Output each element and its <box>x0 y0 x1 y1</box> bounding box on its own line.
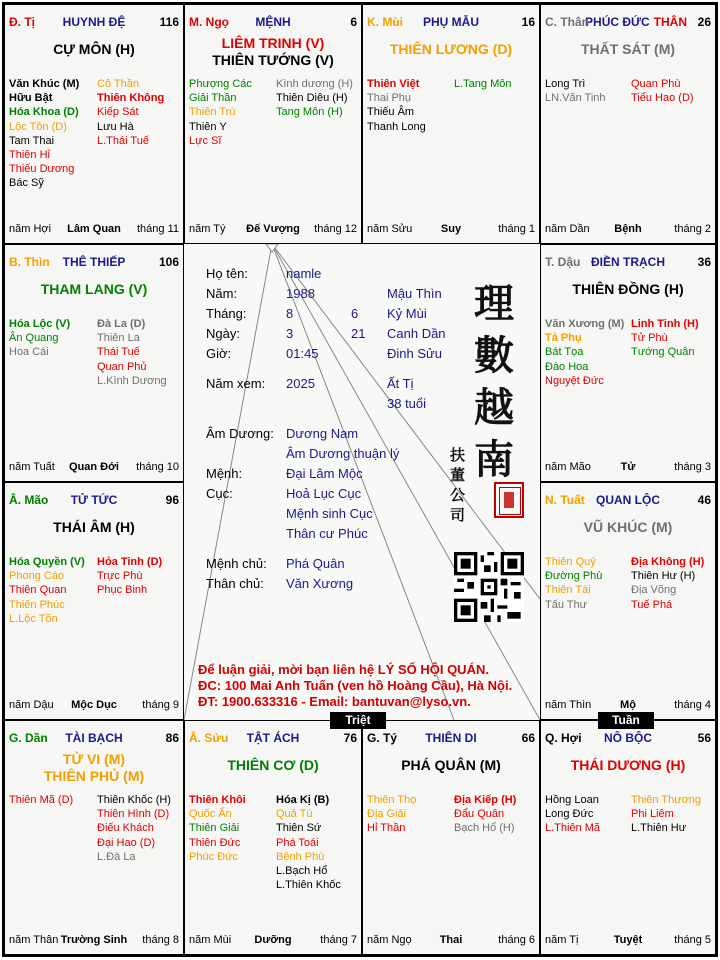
main-star: LIÊM TRINH (V) <box>221 35 325 51</box>
cell-footer <box>9 699 179 713</box>
minor-star: L.Thiên Hư <box>631 822 687 835</box>
minor-star: Lưu Hà <box>97 120 134 133</box>
cell-dan[interactable] <box>4 720 184 955</box>
footer-month: tháng 5 <box>674 934 711 946</box>
minor-star: Văn Khúc (M) <box>9 78 80 90</box>
minor-star: Tử Phù <box>631 332 668 345</box>
ngay-value: 3 <box>286 326 294 341</box>
footer-month: tháng 6 <box>498 934 535 946</box>
footer-month: tháng 1 <box>498 223 535 235</box>
minor-stars-left <box>189 793 246 864</box>
cell-header <box>367 15 535 31</box>
branch-label: K. Mùi <box>367 15 403 29</box>
minor-stars-left <box>545 317 624 388</box>
palace-name-text: PHÚC ĐỨC <box>585 15 650 29</box>
trang-sinh-stage: Dưỡng <box>254 934 292 946</box>
cell-footer <box>9 223 179 237</box>
minor-star: Thiên Mã (D) <box>9 794 74 806</box>
major-cycle-age: 96 <box>165 493 179 507</box>
minor-stars-left <box>9 555 85 626</box>
minor-star: Lộc Tồn (D) <box>9 120 67 133</box>
main-stars <box>5 281 183 298</box>
footer-month: tháng 4 <box>674 699 711 711</box>
main-stars <box>185 35 361 69</box>
footer-month: tháng 3 <box>674 461 711 473</box>
nam-label: Năm: <box>206 286 238 301</box>
nam-value: 1988 <box>286 286 315 301</box>
branch-label: B. Thìn <box>9 255 50 269</box>
minor-stars-left <box>545 555 602 612</box>
major-cycle-age: 16 <box>521 15 535 29</box>
minor-star: Thái Tuế <box>97 346 140 359</box>
minor-stars-right <box>454 77 511 91</box>
cell-header <box>9 255 179 271</box>
minor-stars-left <box>367 793 416 836</box>
trang-sinh-stage: Trường Sinh <box>60 934 128 946</box>
major-cycle-age: 36 <box>697 255 711 269</box>
minor-star: Văn Xương (M) <box>545 318 625 330</box>
minor-star: Bạch Hổ (H) <box>454 822 515 835</box>
minor-star: Bệnh Phù <box>276 850 325 863</box>
main-stars <box>363 757 539 774</box>
menh-value: Đại Lâm Mộc <box>286 466 363 481</box>
minor-star: Đường Phù <box>545 570 603 583</box>
main-star: THIÊN CƠ (D) <box>227 757 319 773</box>
cell-header <box>545 15 711 31</box>
center-panel <box>184 244 540 720</box>
minor-star: Thiên Hình (D) <box>97 808 170 821</box>
branch-label: M. Ngọ <box>189 15 229 29</box>
minor-star: Tam Thai <box>9 134 55 147</box>
minor-stars-left <box>9 317 70 360</box>
footer-year: năm Tý <box>189 223 226 235</box>
minor-star: Quả Tú <box>276 808 313 821</box>
minor-star: Phục Binh <box>97 584 148 597</box>
palace-name-text: TẬT ÁCH <box>246 731 300 745</box>
minor-star: Hóa Quyền (V) <box>9 556 85 568</box>
minor-star: Thiên Tài <box>545 584 591 597</box>
major-cycle-age: 66 <box>521 731 535 745</box>
minor-stars-left <box>9 793 73 807</box>
cell-header <box>367 731 535 747</box>
minor-star: Điếu Khách <box>97 822 154 835</box>
trang-sinh-stage: Thai <box>439 934 463 946</box>
minor-star: Phúc Đức <box>189 850 238 863</box>
than-chu-label: Thân chủ: <box>206 576 264 591</box>
footer-year: năm Sửu <box>367 223 413 235</box>
branch-label: T. Dậu <box>545 255 581 269</box>
than-chu-value: Văn Xương <box>286 576 354 591</box>
branch-label: C. Thân <box>545 15 589 29</box>
footer-month: tháng 9 <box>142 699 179 711</box>
minor-star: Ân Quang <box>9 332 59 345</box>
branch-label: N. Tuất <box>545 493 585 507</box>
minor-star: Hồng Loan <box>545 794 599 806</box>
tuoi-value: 38 tuổi <box>387 396 427 411</box>
cell-ngo[interactable] <box>184 4 362 244</box>
trang-sinh-stage: Tử <box>620 461 636 473</box>
minor-stars-right <box>631 317 699 360</box>
cell-thin[interactable] <box>4 244 184 482</box>
footer-year: năm Tị <box>545 934 579 946</box>
footer-month: tháng 2 <box>674 223 711 235</box>
minor-star: Long Đức <box>545 808 594 821</box>
minor-star: Kình dương (H) <box>276 78 353 90</box>
main-stars <box>541 519 715 536</box>
palace-name-text: ĐIỀN TRẠCH <box>591 255 665 269</box>
minor-star: Đại Hao (D) <box>97 836 156 849</box>
menh-chu-value: Phá Quân <box>286 556 345 571</box>
main-star: THIÊN ĐỒNG (H) <box>572 281 684 297</box>
minor-star: Địa Kiếp (H) <box>454 794 517 806</box>
main-star: VŨ KHÚC (M) <box>583 519 673 535</box>
minor-star: Long Trì <box>545 78 586 90</box>
thang-value: 8 <box>286 306 294 321</box>
footer-month: tháng 7 <box>320 934 357 946</box>
footer-year: năm Mão <box>545 461 591 473</box>
main-stars <box>5 519 183 536</box>
minor-star: Hóa Kị (B) <box>276 794 330 806</box>
am-duong-value-2: Âm Dương thuận lý <box>286 446 400 461</box>
menh-label: Mệnh: <box>206 466 243 481</box>
nam-xem-value: 2025 <box>286 376 315 391</box>
footer-year: năm Tuất <box>9 461 55 473</box>
minor-star: Tang Môn (H) <box>276 106 343 119</box>
minor-stars-left <box>545 793 600 836</box>
cuc-value-3: Thân cư Phúc <box>286 526 368 541</box>
cell-header <box>9 15 179 31</box>
trang-sinh-stage: Suy <box>440 223 462 235</box>
minor-stars-right <box>97 555 162 598</box>
minor-star: Thiếu Dương <box>9 163 75 176</box>
branch-label: G. Dần <box>9 731 48 745</box>
main-star: THẤT SÁT (M) <box>580 41 676 57</box>
minor-star: Quan Phù <box>631 78 681 90</box>
cell-header <box>189 731 357 747</box>
minor-star: L.Tang Môn <box>454 78 512 90</box>
cell-header <box>545 493 711 509</box>
minor-star: Bát Tọa <box>545 346 584 359</box>
minor-star: Giải Thần <box>189 92 237 105</box>
footer-month: tháng 11 <box>136 223 179 235</box>
cell-ti[interactable] <box>4 4 184 244</box>
cell-footer <box>9 461 179 475</box>
cuc-value: Hoả Lục Cục <box>286 486 362 501</box>
triet-tag: Triệt <box>330 712 386 729</box>
nam-xem-can-chi: Ất Tị <box>387 376 414 391</box>
minor-star: Phá Toái <box>276 836 319 849</box>
minor-star: Hữu Bật <box>9 92 53 105</box>
thang-am-lich: 6 <box>351 306 359 321</box>
minor-star: Lực Sĩ <box>189 134 222 147</box>
major-cycle-age: 56 <box>697 731 711 745</box>
cell-footer <box>545 934 711 948</box>
minor-star: Tiểu Hao (D) <box>631 92 694 105</box>
footer-year: năm Thìn <box>545 699 592 711</box>
footer-year: năm Ngọ <box>367 934 412 946</box>
cell-footer <box>545 699 711 713</box>
major-cycle-age: 26 <box>697 15 711 29</box>
branch-label: Â. Sửu <box>189 731 229 745</box>
footer-year: năm Mùi <box>189 934 232 946</box>
minor-star: Thanh Long <box>367 120 426 133</box>
main-star: THÁI DƯƠNG (H) <box>570 757 686 773</box>
minor-star: L.Thái Tuế <box>97 134 149 147</box>
minor-star: Cô Thần <box>97 78 139 90</box>
footer-year: năm Thân <box>9 934 59 946</box>
minor-stars-right <box>97 793 171 864</box>
cell-footer <box>189 934 357 948</box>
minor-star: Bác Sỹ <box>9 177 44 190</box>
minor-star: Tấu Thư <box>545 598 588 611</box>
minor-star: Phong Cáo <box>9 570 65 583</box>
palace-name-text: HUYNH ĐỆ <box>62 15 126 29</box>
palace-name-text: TÀI BẠCH <box>65 731 123 745</box>
menh-chu-label: Mệnh chủ: <box>206 556 267 571</box>
footer-year: năm Dần <box>545 223 590 235</box>
cell-footer <box>367 934 535 948</box>
minor-star: Đẩu Quân <box>454 808 505 821</box>
trang-sinh-stage: Mộc Dục <box>71 699 117 711</box>
cell-ty[interactable] <box>362 720 540 955</box>
footer-month: tháng 8 <box>142 934 179 946</box>
minor-star: Thiên Không <box>97 92 165 105</box>
major-cycle-age: 116 <box>159 15 179 29</box>
contact-line-2: ĐC: 100 Mai Anh Tuấn (ven hồ Hoàng Cầu), Hà Nội. <box>198 678 513 693</box>
trang-sinh-stage: Lâm Quan <box>67 223 121 235</box>
minor-star: Thiên Khôi <box>189 794 246 806</box>
palace-name-text: THÊ THIẾP <box>62 255 126 269</box>
minor-stars-right <box>276 77 353 120</box>
minor-star: Tướng Quân <box>631 346 695 359</box>
minor-star: Thiên La <box>97 332 140 345</box>
main-stars <box>185 757 361 774</box>
minor-star: Thiếu Âm <box>367 106 415 119</box>
minor-star: Thiên Trù <box>189 106 236 119</box>
seal-calligraphy: 扶 董 公 司 <box>450 446 466 524</box>
minor-stars-left <box>9 77 79 191</box>
red-seal <box>494 482 524 518</box>
cell-footer <box>545 223 711 237</box>
nam-xem-label: Năm xem: <box>206 376 266 391</box>
cell-tuat[interactable] <box>540 482 716 720</box>
main-star: CỰ MÔN (H) <box>53 41 135 57</box>
cell-mao[interactable] <box>4 482 184 720</box>
branch-label: Đ. Tị <box>9 15 35 29</box>
minor-star: Đào Hoa <box>545 360 589 373</box>
thang-can-chi: Kỷ Mùi <box>387 306 427 321</box>
minor-stars-right <box>97 317 167 388</box>
minor-star: L.Thiên Khốc <box>276 879 341 892</box>
footer-month: tháng 12 <box>314 223 357 235</box>
cell-dau[interactable] <box>540 244 716 482</box>
main-stars <box>541 281 715 298</box>
cell-header <box>189 15 357 31</box>
cell-suu[interactable] <box>184 720 362 955</box>
footer-year: năm Hợi <box>9 223 52 235</box>
am-duong-label: Âm Dương: <box>206 426 274 441</box>
minor-star: Thiên Diêu (H) <box>276 92 348 105</box>
minor-star: Địa Giải <box>367 808 407 821</box>
minor-star: L.Lộc Tồn <box>9 612 58 625</box>
minor-star: Thiên Hỉ <box>9 149 50 162</box>
minor-star: Thiên Phúc <box>9 598 65 611</box>
cell-footer <box>545 461 711 475</box>
ngay-am-lich: 21 <box>351 326 366 341</box>
major-cycle-age: 46 <box>697 493 711 507</box>
main-star: TỬ VI (M) <box>62 751 126 767</box>
minor-star: Thai Phụ <box>367 92 412 105</box>
cell-header <box>545 731 711 747</box>
minor-star: LN.Văn Tinh <box>545 92 606 105</box>
trang-sinh-stage: Quan Đới <box>69 461 119 473</box>
minor-star: L.Đà La <box>97 850 136 863</box>
minor-star: Nguyệt Đức <box>545 374 604 387</box>
minor-star: Thiên Thọ <box>367 794 417 806</box>
footer-year: năm Dậu <box>9 699 54 711</box>
minor-star: Thiên Khốc (H) <box>97 794 171 806</box>
minor-star: Trực Phù <box>97 570 143 583</box>
major-cycle-age: 76 <box>343 731 357 745</box>
cell-header <box>9 493 179 509</box>
minor-star: Phượng Các <box>189 78 252 90</box>
main-stars <box>541 757 715 774</box>
palace-name-text: TỬ TỨC <box>70 493 118 507</box>
ho-ten-value: namle <box>286 266 322 281</box>
am-duong-value: Dương Nam <box>286 426 359 441</box>
main-stars <box>541 41 715 58</box>
trang-sinh-stage: Bệnh <box>614 223 642 235</box>
main-stars <box>363 41 539 58</box>
trang-sinh-stage: Mộ <box>620 699 636 711</box>
main-stars <box>5 751 183 785</box>
ngay-can-chi: Canh Dần <box>387 326 446 341</box>
minor-star: L.Bạch Hổ <box>276 865 328 878</box>
cuc-value-2: Mệnh sinh Cục <box>286 506 373 521</box>
minor-star: Thiên Hư (H) <box>631 570 696 583</box>
cell-hoi[interactable] <box>540 720 716 955</box>
main-star: THIÊN PHỦ (M) <box>43 768 145 784</box>
branch-label: Â. Mão <box>9 493 49 507</box>
gio-can-chi: Đinh Sửu <box>387 346 442 361</box>
minor-star: Tuế Phá <box>631 598 673 611</box>
trang-sinh-stage: Tuyệt <box>613 934 643 946</box>
minor-star: Quan Phủ <box>97 360 147 373</box>
gio-label: Giờ: <box>206 346 232 361</box>
contact-line-1: Để luận giải, mời bạn liên hệ LÝ SỐ HỘI QUÁN. <box>198 662 489 677</box>
tuan-tag: Tuần <box>598 712 654 729</box>
minor-stars-right <box>276 793 341 892</box>
minor-star: Kiếp Sát <box>97 106 139 119</box>
palace-name-text: QUAN LỘC <box>596 493 660 507</box>
cell-than[interactable] <box>540 4 716 244</box>
main-star: THAM LANG (V) <box>40 281 148 297</box>
minor-star: Linh Tinh (H) <box>631 318 699 330</box>
minor-star: Tả Phụ <box>545 332 582 345</box>
major-cycle-age: 86 <box>165 731 179 745</box>
minor-stars-left <box>189 77 252 148</box>
minor-star: Phi Liêm <box>631 808 674 821</box>
trang-sinh-stage: Đế Vượng <box>246 223 300 235</box>
minor-stars-left <box>545 77 606 105</box>
minor-star: Thiên Quan <box>9 584 67 597</box>
ngay-label: Ngày: <box>206 326 240 341</box>
minor-star: Hỏa Tinh (D) <box>97 556 163 568</box>
branch-label: Q. Hợi <box>545 731 582 745</box>
minor-star: Thiên Quý <box>545 556 596 568</box>
minor-stars-right <box>631 77 694 105</box>
branch-label: G. Tý <box>367 731 398 745</box>
main-star: PHÁ QUÂN (M) <box>401 757 501 773</box>
minor-star: Đà La (D) <box>97 318 146 330</box>
minor-star: Thiên Thương <box>631 794 702 806</box>
cell-header <box>545 255 711 271</box>
cell-footer <box>189 223 357 237</box>
footer-month: tháng 10 <box>136 461 179 473</box>
minor-star: Địa Võng <box>631 584 677 597</box>
cell-footer <box>9 934 179 948</box>
cell-header <box>9 731 179 747</box>
major-cycle-age: 106 <box>158 255 179 269</box>
minor-star: L.Thiên Mã <box>545 822 601 835</box>
thang-label: Tháng: <box>206 306 247 321</box>
minor-star: Hóa Lộc (V) <box>9 318 71 330</box>
main-star: THIÊN TƯỚNG (V) <box>212 52 334 68</box>
minor-star: Hoa Cái <box>9 346 49 359</box>
contact-line-3: ĐT: 1900.633316 - Email: bantuvan@lyso.vn. <box>198 694 471 709</box>
main-stars <box>5 41 183 58</box>
minor-star: Hỉ Thần <box>367 822 406 835</box>
cuc-label: Cục: <box>206 486 233 501</box>
ho-ten-label: Họ tên: <box>206 266 248 281</box>
minor-stars-right <box>631 793 701 836</box>
minor-star: Thiên Đức <box>189 836 241 849</box>
minor-star: Thiên Giải <box>189 822 240 835</box>
minor-stars-right <box>454 793 516 836</box>
main-star: THÁI ÂM (H) <box>53 519 135 535</box>
minor-star: Thiên Y <box>189 120 227 133</box>
minor-star: Thiên Việt <box>367 78 420 90</box>
tu-vi-chart <box>2 2 718 957</box>
minor-star: L.Kình Dương <box>97 374 167 387</box>
palace-name-text: PHỤ MẪU <box>423 15 479 29</box>
gio-value: 01:45 <box>286 346 319 361</box>
nam-can-chi: Mậu Thìn <box>387 286 442 301</box>
qr-code[interactable] <box>454 552 524 622</box>
minor-star: Địa Không (H) <box>631 556 705 568</box>
palace-name-text: MỆNH <box>255 15 291 29</box>
main-star: THIÊN LƯƠNG (D) <box>389 41 513 57</box>
minor-star: Quốc Ấn <box>189 808 232 821</box>
minor-stars-left <box>367 77 426 134</box>
major-cycle-age: 6 <box>350 15 357 29</box>
cell-mui[interactable] <box>362 4 540 244</box>
cell-footer <box>367 223 535 237</box>
palace-name-text: THIÊN DI <box>425 731 477 745</box>
minor-star: Hóa Khoa (D) <box>9 106 79 119</box>
minor-stars-right <box>631 555 704 612</box>
minor-stars-right <box>97 77 164 148</box>
than-marker: THÂN <box>653 15 687 29</box>
minor-star: Thiên Sứ <box>276 822 322 835</box>
palace-name-text: NÔ BỘC <box>604 731 652 745</box>
calligraphy-logo: 理 數 越 南 <box>474 280 514 483</box>
